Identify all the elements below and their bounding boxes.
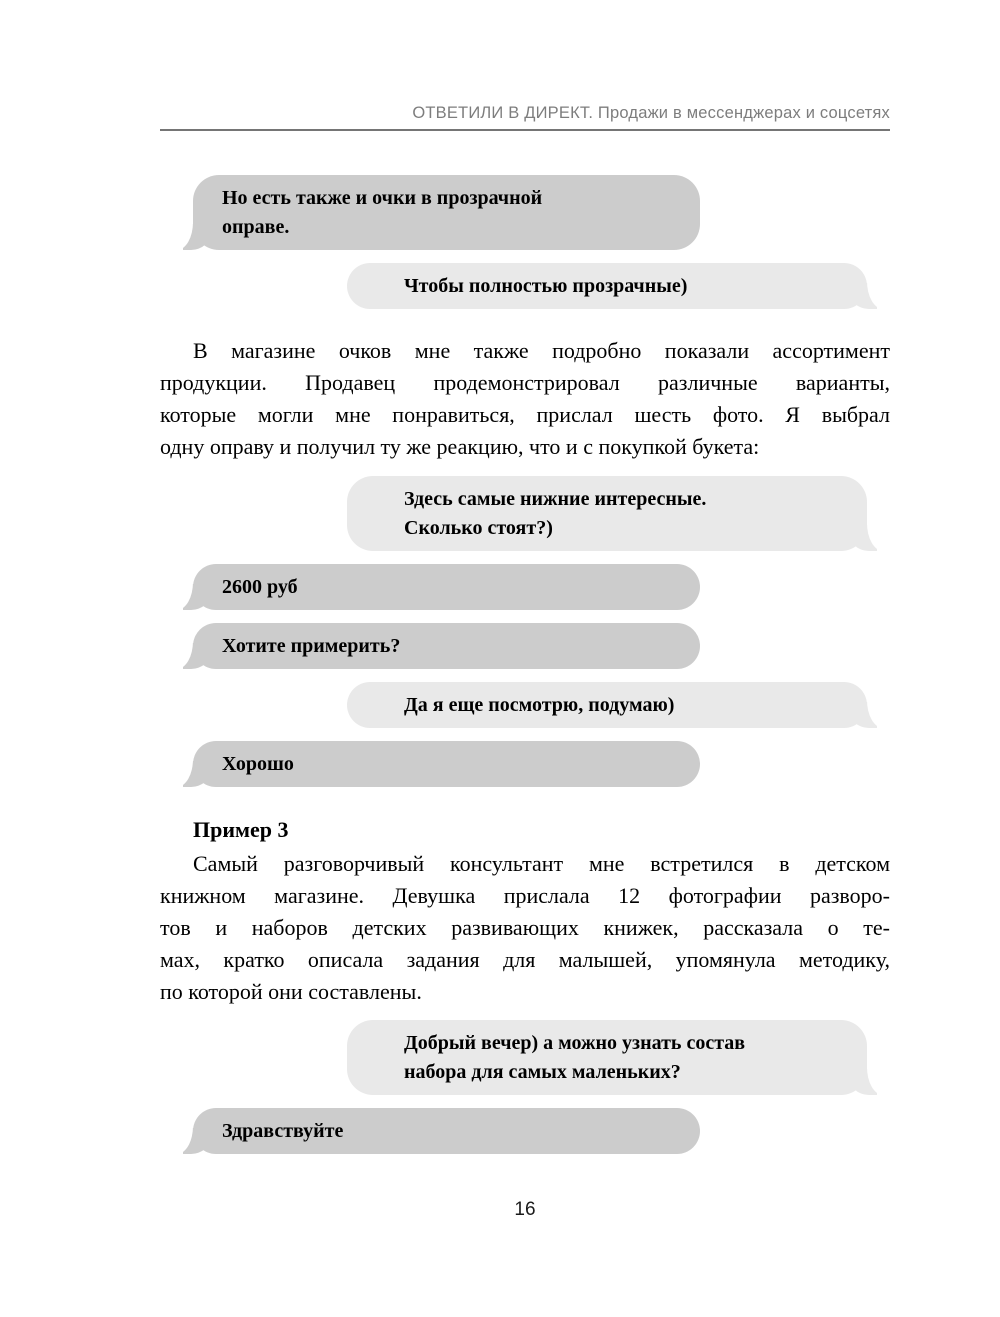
body-paragraph: [160, 335, 890, 463]
header-rule: [160, 129, 890, 131]
bubble-text-line: Хотите примерить?: [222, 635, 401, 657]
bubble-text-line: Добрый вечер) а можно узнать состав: [404, 1032, 746, 1054]
paragraph-line: которые могли мне понравиться, прислал шесть фото. Я выбрал: [160, 402, 890, 427]
chat-group-top: [160, 175, 890, 309]
bubble-text-line: Здесь самые нижние интересные.: [404, 488, 707, 510]
chat-bubble-outgoing: [347, 682, 867, 728]
paragraph-line: одну оправу и получил ту же реакцию, что и с покупкой букета:: [160, 434, 760, 459]
chat-bubble-incoming: [193, 623, 700, 669]
paragraph-line: мах, кратко описала задания для малышей, упомянула методику,: [160, 947, 890, 972]
bubble-text-line: Но есть также и очки в прозрачной: [222, 187, 543, 209]
chat-bubble-outgoing: [347, 1020, 867, 1095]
bubble-text-line: набора для самых маленьких?: [404, 1061, 681, 1083]
bubble-text-line: Сколько стоят?): [404, 517, 553, 539]
paragraph-line: по которой они составлены.: [160, 979, 422, 1004]
bubble-text-line: оправе.: [222, 216, 290, 238]
paragraph-line: В магазине очков мне также подробно показали ассортимент: [193, 338, 890, 363]
paragraph-line: книжном магазине. Девушка прислала 12 фотографии разворо-: [160, 883, 890, 908]
chat-bubble-incoming: [193, 741, 700, 787]
bubble-text-line: 2600 руб: [222, 576, 298, 598]
chat-bubble-incoming: [193, 564, 700, 610]
body-paragraph: [160, 848, 890, 1008]
page-number: 16: [514, 1199, 536, 1220]
chat-bubble-incoming: [193, 1108, 700, 1154]
chat-group-bottom: [160, 1020, 890, 1154]
paragraph-line: тов и наборов детских развивающих книжек, рассказала о те-: [160, 915, 890, 940]
chat-bubble-outgoing: [347, 476, 867, 551]
chat-group-middle: [160, 476, 890, 787]
bubble-text-line: Хорошо: [222, 753, 294, 775]
running-header-text: ОТВЕТИЛИ В ДИРЕКТ. Продажи в мессенджерах и соцсетях: [412, 104, 890, 122]
paragraph-line: продукции. Продавец продемонстрировал различные варианты,: [160, 370, 890, 395]
section-heading: Пример 3: [193, 817, 289, 842]
bubble-text-line: Да я еще посмотрю, подумаю): [404, 694, 675, 716]
paragraph-line: Самый разговорчивый консультант мне встретился в детском: [193, 851, 890, 876]
bubble-text-line: Здравствуйте: [222, 1120, 344, 1142]
running-header: [160, 0, 890, 131]
page-content: [160, 0, 890, 1221]
bubble-text-line: Чтобы полностью прозрачные): [404, 275, 688, 297]
chat-bubble-incoming: [193, 175, 700, 250]
chat-bubble-outgoing: [347, 263, 867, 309]
